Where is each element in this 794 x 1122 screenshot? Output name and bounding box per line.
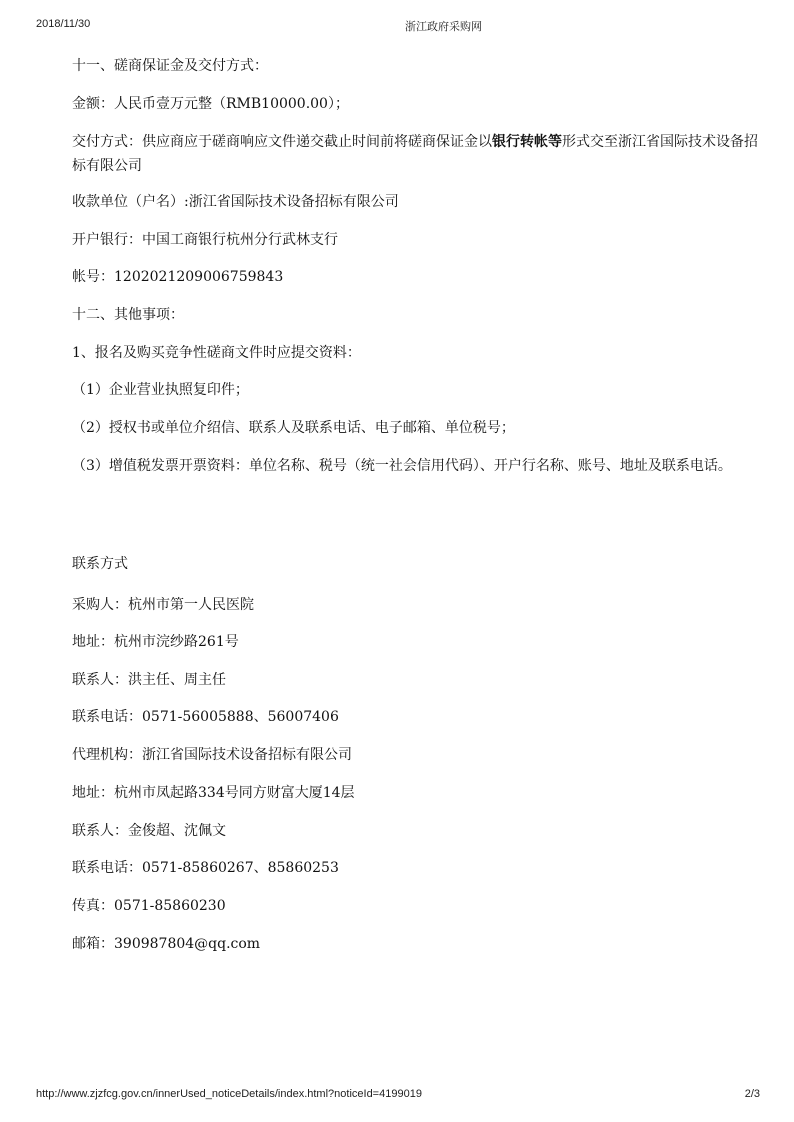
item-1-1: （1）企业营业执照复印件； (72, 382, 249, 398)
agency-contact: 联系人：金俊超、沈佩文 (72, 823, 226, 839)
print-date: 2018/11/30 (36, 18, 91, 30)
page-url: http://www.zjzfcg.gov.cn/innerUsed_noticeDetails/index.html?noticeId=4199019 (36, 1088, 422, 1100)
payment-method-text-2: 形式交至浙江省国际技术设备招标有限公司 (72, 134, 758, 174)
agency-phone: 联系电话：0571-85860267、85860253 (72, 860, 339, 876)
payment-method (72, 130, 762, 178)
section-11-title: 十一、磋商保证金及交付方式： (72, 58, 268, 74)
payment-method-text-1: 交付方式：供应商应于磋商响应文件递交截止时间前将磋商保证金以 (72, 134, 492, 150)
fax-number: 传真：0571-85860230 (72, 898, 226, 914)
agency-name: 代理机构：浙江省国际技术设备招标有限公司 (72, 747, 352, 763)
deposit-amount: 金额：人民币壹万元整（RMB10000.00）； (72, 96, 349, 112)
item-1-2: （2）授权书或单位介绍信、联系人及联系电话、电子邮箱、单位税号； (72, 420, 515, 436)
account-number: 帐号：1202021209006759843 (72, 269, 284, 285)
section-12-title: 十二、其他事项： (72, 307, 184, 323)
purchaser-address: 地址：杭州市浣纱路261号 (72, 634, 239, 650)
purchaser-phone: 联系电话：0571-56005888、56007406 (72, 709, 339, 725)
payment-method-bold: 银行转帐等 (492, 134, 562, 150)
agency-address: 地址：杭州市凤起路334号同方财富大厦14层 (72, 785, 355, 801)
purchaser-name: 采购人：杭州市第一人民医院 (72, 597, 254, 613)
payee-name: 收款单位（户名）:浙江省国际技术设备招标有限公司 (72, 194, 399, 210)
page-number: 2/3 (744, 1088, 760, 1100)
item-1: 1、报名及购买竞争性磋商文件时应提交资料： (72, 345, 361, 361)
contact-title: 联系方式 (72, 556, 128, 572)
purchaser-contact: 联系人：洪主任、周主任 (72, 672, 226, 688)
item-1-3: （3）增值税发票开票资料：单位名称、税号（统一社会信用代码）、开户行名称、账号、地址及联系电话。 (72, 458, 732, 474)
email-address: 邮箱：390987804@qq.com (72, 936, 261, 952)
bank-name: 开户银行：中国工商银行杭州分行武林支行 (72, 232, 338, 248)
site-title: 浙江政府采购网 (405, 21, 482, 33)
